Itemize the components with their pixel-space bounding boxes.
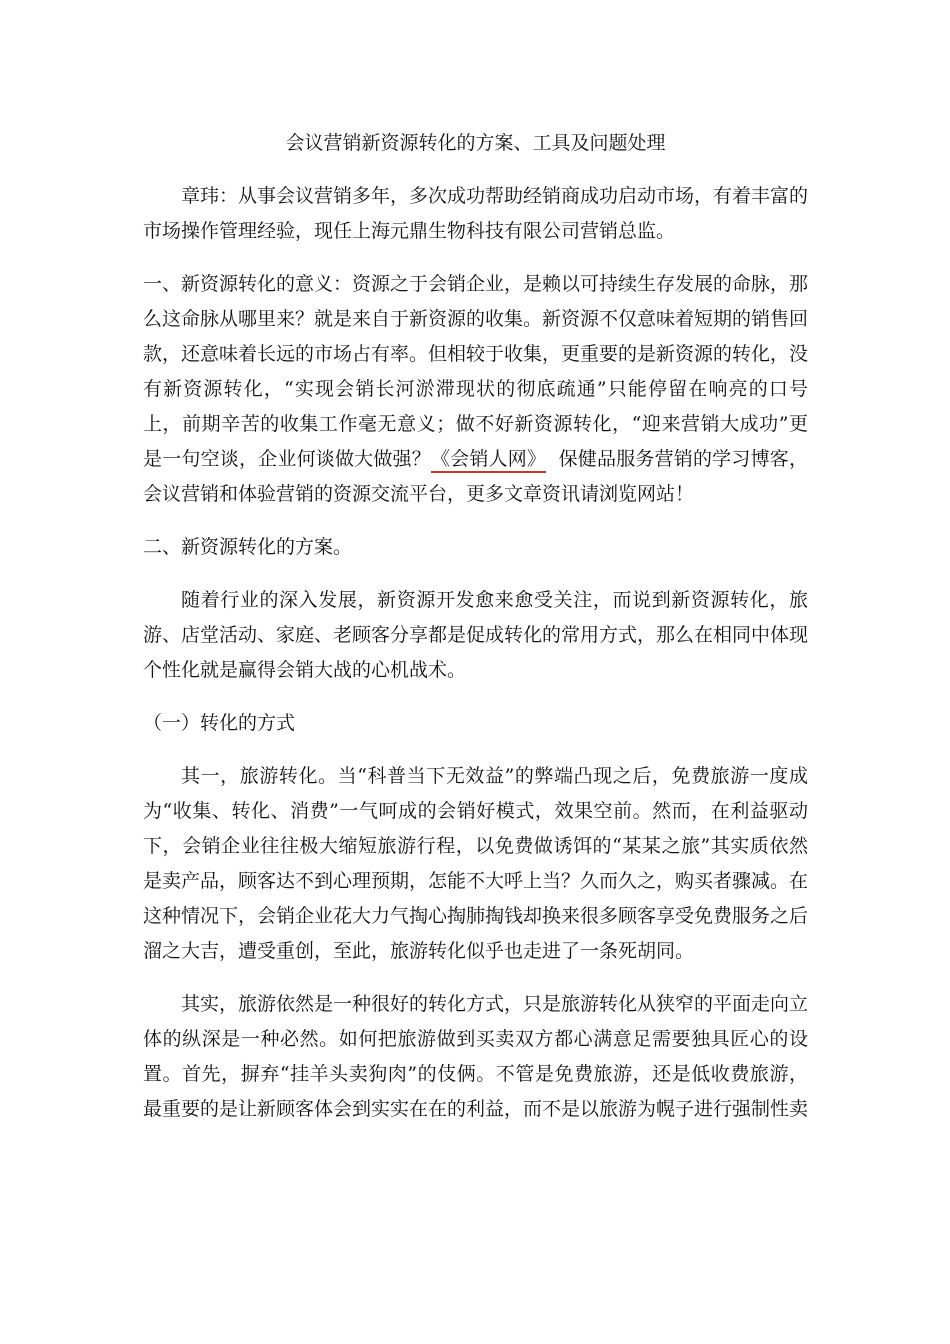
section1-paragraph <box>143 267 808 512</box>
travel-paragraph-2: 其实，旅游依然是一种很好的转化方式，只是旅游转化从狭窄的平面走向立体的纵深是一种必然。如何把旅游做到买卖双方都心满意足需要独具匠心的设置。首先，摒弃“挂羊头卖狗肉”的伎俩。不管是免费旅游，还是低收费旅游，最重要的是让新顾客体会到实实在在的利益，而不是以旅游为幌子进行强制性卖 <box>143 993 809 1120</box>
subsection1-heading: （一）转化的方式 <box>143 712 296 734</box>
section1-text: 一、新资源转化的意义：资源之于会销企业，是赖以可持续生存发展的命脉，那么这命脉从哪里来？就是来自于新资源的收集。新资源不仅意味着短期的销售回款，还意味着长远的市场占有率。但相较于收集，更重要的是新资源的转化，没有新资源转化，“实现会销长河淤滞现状的彻底疏通”只能停留在响亮的口号上，前期辛苦的收集工作毫无意义；做不好新资源转化，“迎来营销大成功”更是一句空谈，企业何谈做大做强？ <box>143 273 809 470</box>
site-link[interactable]: 《会销人网》 <box>431 448 546 473</box>
document-page <box>143 126 808 1145</box>
document-title: 会议营销新资源转化的方案、工具及问题处理 <box>285 132 666 154</box>
section1-text-after-link: 保健品服务营销的学习博客，会议营销和体验营销的资源交流平台，更多文章资讯请浏览网站！ <box>143 448 808 505</box>
travel-paragraph-1: 其一，旅游转化。当“科普当下无效益”的弊端凸现之后，免费旅游一度成为“收集、转化、消费”一气呵成的会销好模式，效果空前。然而，在利益驱动下，会销企业往往极大缩短旅游行程，以免费做诱饵的“某某之旅”其实质依然是卖产品，顾客达不到心理预期，怎能不大呼上当？久而久之，购买者骤减。在这种情况下，会销企业花大力气掏心掏肺掏钱却换来很多顾客享受免费服务之后溜之大吉，遭受重创，至此，旅游转化似乎也走进了一条死胡同。 <box>143 765 809 962</box>
author-intro: 章玮：从事会议营销多年，多次成功帮助经销商成功启动市场，有着丰富的市场操作管理经验，现任上海元鼎生物科技有限公司营销总监。 <box>143 185 809 242</box>
section2-intro: 随着行业的深入发展，新资源开发愈来愈受关注，而说到新资源转化，旅游、店堂活动、家庭、老顾客分享都是促成转化的常用方式，那么在相同中体现个性化就是赢得会销大战的心机战术。 <box>143 589 809 681</box>
section2-heading: 二、新资源转化的方案。 <box>143 536 353 558</box>
